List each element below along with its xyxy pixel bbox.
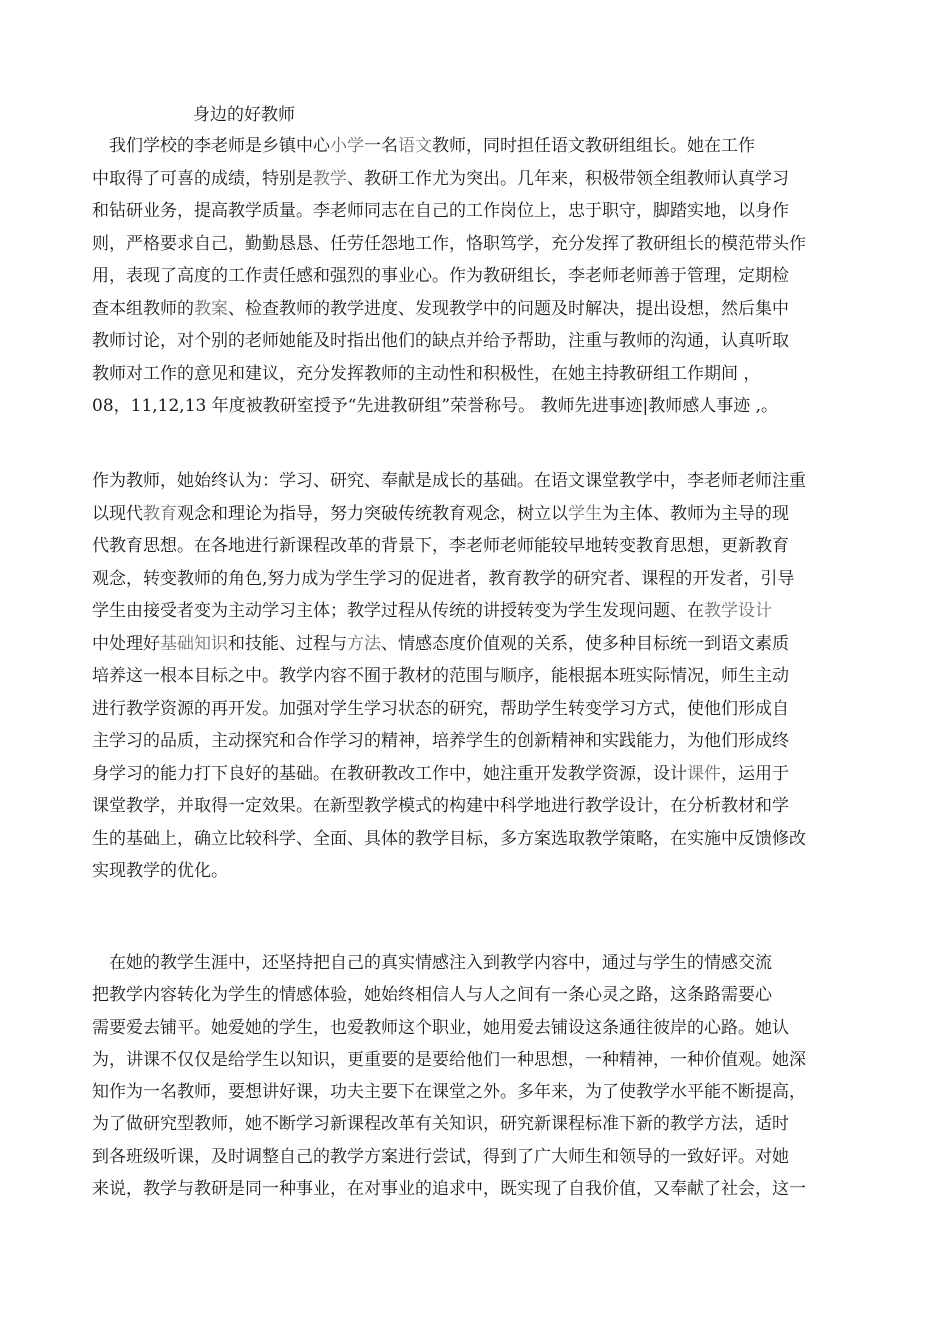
text-line [92, 390, 862, 423]
keyword-link[interactable]: 小学 [330, 136, 364, 156]
text-run: 身学习的能力打下良好的基础。在教研教改工作中，她注重开发教学资源，设计 [92, 763, 687, 784]
text-run: 、教研工作尤为突出。几年来，积极带领全组教师认真学习 [347, 168, 789, 189]
text-line [92, 465, 862, 498]
text-run: 来说，教学与教研是同一种事业，在对事业的追求中，既实现了自我价值，又奉献了社会，这一 [92, 1179, 806, 1200]
keyword-link[interactable]: 学生 [568, 503, 602, 524]
text-run: 知作为一名教师，要想讲好课，功夫主要下在课堂之外。多年来，为了使教学水平能不断提高， [92, 1082, 806, 1103]
text-line [92, 725, 862, 758]
text-run: 课堂教学，并取得一定效果。在新型教学模式的构建中科学地进行教学设计，在分析教材和学 [92, 796, 789, 816]
text-run: 主学习的品质，主动探究和合作学习的精神，培养学生的创新精神和实践能力，为他们形成终 [92, 731, 789, 751]
text-line [92, 628, 862, 661]
text-line [92, 325, 862, 358]
keyword-link[interactable]: 课件 [687, 763, 721, 784]
text-line [92, 498, 862, 531]
text-line [92, 758, 862, 791]
text-line [92, 1173, 862, 1205]
text-line [92, 660, 862, 693]
paragraph-1 [92, 130, 862, 423]
text-run: 需要爱去铺平。她爱她的学生，也爱教师这个职业，她用爱去铺设这条通往彼岸的心路。她认 [92, 1017, 789, 1038]
keyword-link[interactable]: 语文 [398, 136, 432, 156]
text-run: 以现代 [92, 503, 143, 524]
text-run: 培养这一根本目标之中。教学内容不囿于教材的范围与顺序，能根据本班实际情况，师生主动 [92, 666, 789, 686]
text-run: 教师讨论，对个别的老师她能及时指出他们的缺点并给予帮助，注重与教师的沟通，认真听取 [92, 331, 789, 351]
text-line [92, 563, 862, 596]
text-run: 为主体、教师为主导的现 [602, 503, 789, 524]
keyword-link[interactable]: 教案 [194, 298, 228, 319]
document-title: 身边的好教师 [193, 105, 295, 125]
text-run: 、检查教师的教学进度、发现教学中的问题及时解决，提出设想，然后集中 [228, 298, 789, 319]
text-run: 查本组教师的 [92, 298, 194, 319]
paragraph-3 [92, 947, 862, 1205]
text-run: 到各班级听课，及时调整自己的教学方案进行尝试，得到了广大师生和领导的一致好评。对她 [92, 1146, 789, 1167]
text-run: 和技能、过程与 [228, 633, 347, 654]
text-run: 作为教师，她始终认为：学习、研究、奉献是成长的基础。在语文课堂教学中，李老师老师注重 [92, 471, 806, 491]
keyword-link[interactable]: 教学设计 [704, 601, 772, 621]
text-line [92, 130, 862, 163]
text-line [92, 163, 862, 196]
text-line [92, 823, 862, 856]
text-run: 教师对工作的意见和建议，充分发挥教师的主动性和积极性，在她主持教研组工作期间 ， [92, 363, 761, 384]
keyword-link[interactable]: 基础知识 [160, 633, 228, 654]
text-run: 在她的教学生涯中，还坚持把自己的真实情感注入到教学内容中，通过与学生的情感交流 [92, 953, 772, 973]
text-line [92, 1044, 862, 1076]
text-run: 用，表现了高度的工作责任感和强烈的事业心。作为教研组长，李老师老师善于管理，定期检 [92, 266, 789, 286]
keyword-link[interactable]: 教学 [313, 168, 347, 189]
text-run: 我们学校的李老师是乡镇中心 [92, 136, 330, 156]
text-line [92, 293, 862, 326]
text-run: 一名 [364, 136, 398, 156]
text-run: 实现教学的优化。 [92, 861, 228, 881]
text-run: 则，严格要求自己，勤勤恳恳、任劳任怨地工作，恪职笃学，充分发挥了教研组长的模范带头作 [92, 233, 806, 254]
paragraph-2 [92, 465, 862, 888]
text-line [92, 595, 862, 628]
text-line [92, 1076, 862, 1108]
text-run: 中处理好 [92, 633, 160, 654]
text-line [92, 1141, 862, 1173]
text-line [92, 1012, 862, 1044]
text-run: 学生由接受者变为主动学习主体；教学过程从传统的讲授转变为学生发现问题、在 [92, 601, 704, 621]
text-run: 进行教学资源的再开发。加强对学生学习状态的研究，帮助学生转变学习方式，使他们形成自 [92, 698, 789, 719]
text-line [92, 947, 862, 979]
text-line [92, 979, 862, 1011]
text-run: 生的基础上，确立比较科学、全面、具体的教学目标，多方案选取教学策略，在实施中反馈修改 [92, 828, 806, 849]
text-line [92, 1108, 862, 1140]
text-line [92, 693, 862, 726]
text-run: 中取得了可喜的成绩，特别是 [92, 168, 313, 189]
text-line [92, 228, 862, 261]
text-run: 和钻研业务，提高教学质量。李老师同志在自己的工作岗位上，忠于职守，脚踏实地，以身作 [92, 201, 789, 221]
text-line [92, 358, 862, 391]
text-run: 代教育思想。在各地进行新课程改革的背景下，李老师老师能较早地转变教育思想，更新教育 [92, 536, 789, 556]
keyword-link[interactable]: 方法 [347, 633, 381, 654]
text-run: 把教学内容转化为学生的情感体验，她始终相信人与人之间有一条心灵之路，这条路需要心 [92, 985, 772, 1006]
text-run: 为了做研究型教师，她不断学习新课程改革有关知识，研究新课程标准下新的教学方法，适时 [92, 1114, 789, 1135]
text-run: ，运用于 [721, 763, 789, 784]
text-line [92, 260, 862, 293]
keyword-link[interactable]: 教育 [143, 503, 177, 524]
text-line [92, 790, 862, 823]
text-run: 教师，同时担任语文教研组组长。她在工作 [432, 136, 755, 156]
text-run: 08，11,12,13 年度被教研室授予“先进教研组”荣誉称号。 教师先进事迹|教师感人事迹 ,。 [92, 396, 779, 416]
text-line [92, 530, 862, 563]
text-run: 为，讲课不仅仅是给学生以知识，更重要的是要给他们一种思想，一种精神，一种价值观。她深 [92, 1049, 806, 1070]
text-line [92, 855, 862, 888]
text-run: 观念和理论为指导，努力突破传统教育观念，树立以 [177, 503, 568, 524]
text-run: 观念，转变教师的角色,努力成为学生学习的促进者，教育教学的研究者、课程的开发者，引导 [92, 568, 795, 589]
text-run: 、情感态度价值观的关系，使多种目标统一到语文素质 [381, 633, 789, 654]
text-line [92, 195, 862, 228]
